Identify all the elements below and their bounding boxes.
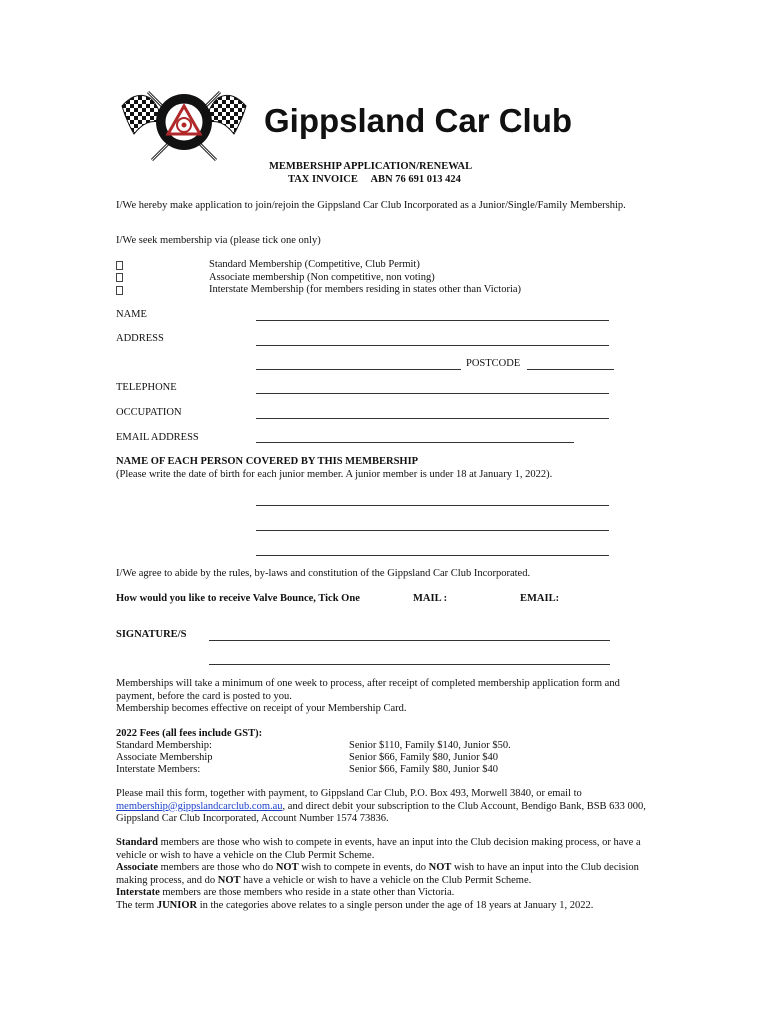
name-field[interactable]: [256, 320, 609, 321]
signature-field-1[interactable]: [209, 640, 610, 641]
payment-text-after: , and direct debit your subscription to the Club Account, Bendigo Bank, BSB 633 000, Gippsland Car Club Incorporated, Account Number 1574 73836.: [116, 800, 646, 824]
associate-term: Associate: [116, 862, 158, 873]
fees-heading: 2022 Fees (all fees include GST):: [116, 728, 263, 739]
club-name: Gippsland Car Club: [264, 102, 573, 139]
form-title: MEMBERSHIP APPLICATION/RENEWAL: [269, 161, 473, 172]
fee-type-standard: Standard Membership:: [116, 740, 212, 751]
telephone-field[interactable]: [256, 393, 609, 394]
payment-text-before: Please mail this form, together with payment, to Gippsland Car Club, P.O. Box 493, Morwell 3840, or email to: [116, 788, 582, 799]
processing-text: Memberships will take a minimum of one week to process, after receipt of completed membership application form and payment, before the card is posted to you.: [116, 678, 620, 702]
intro-text: I/We hereby make application to join/rejoin the Gippsland Car Club Incorporated as a Junior/Single/Family Membership.: [116, 200, 626, 211]
persons-note: (Please write the date of birth for each junior member. A junior member is under 18 at January 1, 2022).: [116, 469, 553, 480]
not-emphasis-1: NOT: [275, 862, 299, 873]
fee-price-standard: Senior $110, Family $140, Junior $50.: [349, 740, 511, 751]
checkered-flags-logo-icon: [118, 84, 250, 162]
agree-text: I/We agree to abide by the rules, by-laws and constitution of the Gippsland Car Club Incorporated.: [116, 568, 531, 579]
associate-definition-1: members are those who do: [158, 862, 276, 873]
name-label: NAME: [116, 309, 147, 320]
associate-definition-4: have a vehicle or wish to have a vehicle on the Club Permit Scheme.: [240, 874, 532, 886]
definitions: [116, 837, 651, 912]
effective-text: Membership becomes effective on receipt of your Membership Card.: [116, 703, 407, 714]
associate-membership-label: Associate membership (Non competitive, non voting): [209, 272, 435, 283]
telephone-label: TELEPHONE: [116, 382, 177, 393]
fee-price-associate: Senior $66, Family $80, Junior $40: [349, 752, 499, 763]
seek-text: I/We seek membership via (please tick one only): [116, 235, 321, 246]
signature-field-2[interactable]: [209, 664, 610, 665]
not-emphasis-2: NOT: [428, 862, 452, 873]
fee-type-interstate: Interstate Members:: [116, 764, 201, 775]
fee-type-associate: Associate Membership: [116, 752, 213, 763]
associate-definition-3: wish to have an input into the Club decision making process, and do: [116, 862, 639, 886]
interstate-membership-checkbox[interactable]: [116, 286, 123, 295]
tax-invoice: [288, 174, 461, 185]
occupation-field[interactable]: [256, 418, 609, 419]
standard-term: Standard: [116, 837, 159, 848]
junior-definition-after: in the categories above relates to a single person under the age of 18 years at January 1, 2022.: [197, 899, 594, 911]
interstate-term: Interstate: [116, 887, 160, 898]
address-field-2[interactable]: [256, 369, 461, 370]
club-logo: [118, 84, 250, 162]
membership-email-link[interactable]: membership@gippslandcarclub.com.au: [116, 800, 283, 812]
standard-membership-checkbox[interactable]: [116, 261, 123, 270]
address-field-1[interactable]: [256, 345, 609, 346]
valve-bounce-email-option[interactable]: EMAIL:: [520, 593, 560, 604]
signature-label: SIGNATURE/S: [116, 629, 187, 640]
person-field-2[interactable]: [256, 530, 609, 531]
associate-membership-checkbox[interactable]: [116, 273, 123, 282]
payment-text: [116, 788, 651, 826]
not-emphasis-3: NOT: [217, 874, 241, 886]
email-field[interactable]: [256, 442, 574, 443]
junior-definition-before: The term: [116, 899, 157, 911]
standard-membership-label: Standard Membership (Competitive, Club Permit): [209, 259, 420, 270]
abn-number: ABN 76 691 013 424: [370, 174, 461, 185]
interstate-definition: members are those members who reside in a state other than Victoria.: [159, 887, 455, 898]
associate-definition-2: wish to compete in events, do: [298, 862, 429, 873]
person-field-1[interactable]: [256, 505, 609, 506]
address-label: ADDRESS: [116, 333, 164, 344]
postcode-label: POSTCODE: [466, 358, 521, 369]
interstate-membership-label: Interstate Membership (for members residing in states other than Victoria): [209, 284, 522, 295]
valve-bounce-mail-option[interactable]: MAIL :: [413, 593, 448, 604]
standard-definition: members are those who wish to compete in events, have an input into the Club decision making process, or have a vehicle or wish to have a vehicle on the Club Permit Scheme.: [116, 837, 641, 861]
postcode-field[interactable]: [527, 369, 614, 370]
email-label: EMAIL ADDRESS: [116, 432, 199, 443]
occupation-label: OCCUPATION: [116, 407, 182, 418]
fee-price-interstate: Senior $66, Family $80, Junior $40: [349, 764, 499, 775]
tax-invoice-label: TAX INVOICE: [288, 174, 358, 185]
valve-bounce-question: How would you like to receive Valve Bounce, Tick One: [116, 593, 360, 604]
junior-term: JUNIOR: [156, 899, 198, 911]
persons-heading: NAME OF EACH PERSON COVERED BY THIS MEMBERSHIP: [116, 456, 419, 467]
person-field-3[interactable]: [256, 555, 609, 556]
